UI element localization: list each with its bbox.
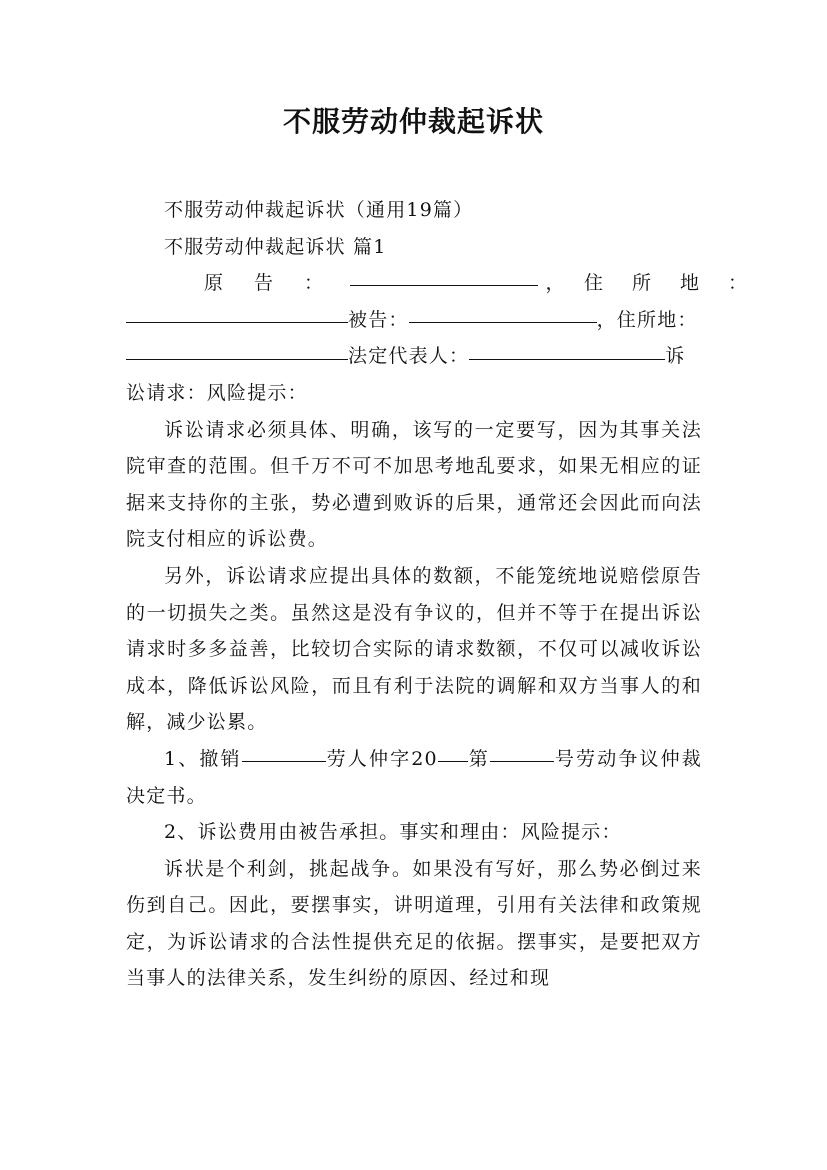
paragraph-3: 诉状是个利剑，挑起战争。如果没有写好，那么势必倒过来伤到自己。因此，要摆事实，讲明道理，引用有关法律和政策规定，为诉讼请求的合法性提供充足的依据。摆事实，是要把双方当事人的法律关系，发生纠纷的原因、经过和现 (126, 857, 702, 990)
legal-rep-blank (469, 339, 665, 360)
item-1 (126, 741, 702, 814)
legal-rep-label: 法定代表人： (348, 345, 470, 368)
address-label-1: ， 住 所 地 ： (545, 272, 753, 295)
plaintiff-line (126, 265, 753, 302)
legal-rep-line (126, 338, 702, 375)
paragraph-1: 诉讼请求必须具体、明确，该写的一定要写，因为其事关法院审查的范围。但千万不可不加思考地乱要求，如果无相应的证据来支持你的主张，势必遭到败诉的后果，通常还会因此而向法院支付相应的诉讼费。 (126, 418, 702, 551)
item-1-prefix: 1、撤销 (164, 747, 242, 770)
claims-heading: 讼请求：风险提示： (126, 381, 308, 404)
defendant-label: 被告： (348, 308, 409, 331)
item-1-blank-3 (490, 741, 554, 762)
address-label-2: ，住所地： (596, 308, 698, 331)
subtitle-line: 不服劳动仲裁起诉状（通用19篇） (164, 199, 474, 221)
address-blank-2 (126, 339, 348, 360)
paragraph-2: 另外，诉讼请求应提出具体的数额，不能笼统地说赔偿原告的一切损失之类。虽然这是没有争议的，但并不等于在提出诉讼请求时多多益善，比较切合实际的请求数额，不仅可以减收诉讼成本，降低诉讼风险，而且有利于法院的调解和双方当事人的和解，减少讼累。 (126, 564, 702, 734)
defendant-blank (409, 302, 597, 323)
claims-tail: 诉 (665, 345, 686, 368)
item-2: 2、诉讼费用由被告承担。事实和理由：风险提示： (164, 821, 622, 844)
item-1-suffix: 号劳动争议仲裁决定书。 (126, 747, 703, 807)
defendant-line (126, 302, 702, 339)
plaintiff-label: 原 告 ： (204, 272, 330, 295)
chapter-heading: 不服劳动仲裁起诉状 篇1 (164, 235, 387, 258)
document-body (126, 192, 753, 997)
address-blank-1 (126, 302, 348, 323)
item-1-mid2: 第 (467, 747, 490, 770)
item-1-blank-1 (242, 741, 326, 762)
item-1-blank-2 (438, 741, 468, 762)
document-title: 不服劳动仲裁起诉状 (282, 105, 544, 138)
item-1-mid1: 劳人仲字20 (325, 747, 438, 770)
plaintiff-blank (350, 265, 538, 286)
